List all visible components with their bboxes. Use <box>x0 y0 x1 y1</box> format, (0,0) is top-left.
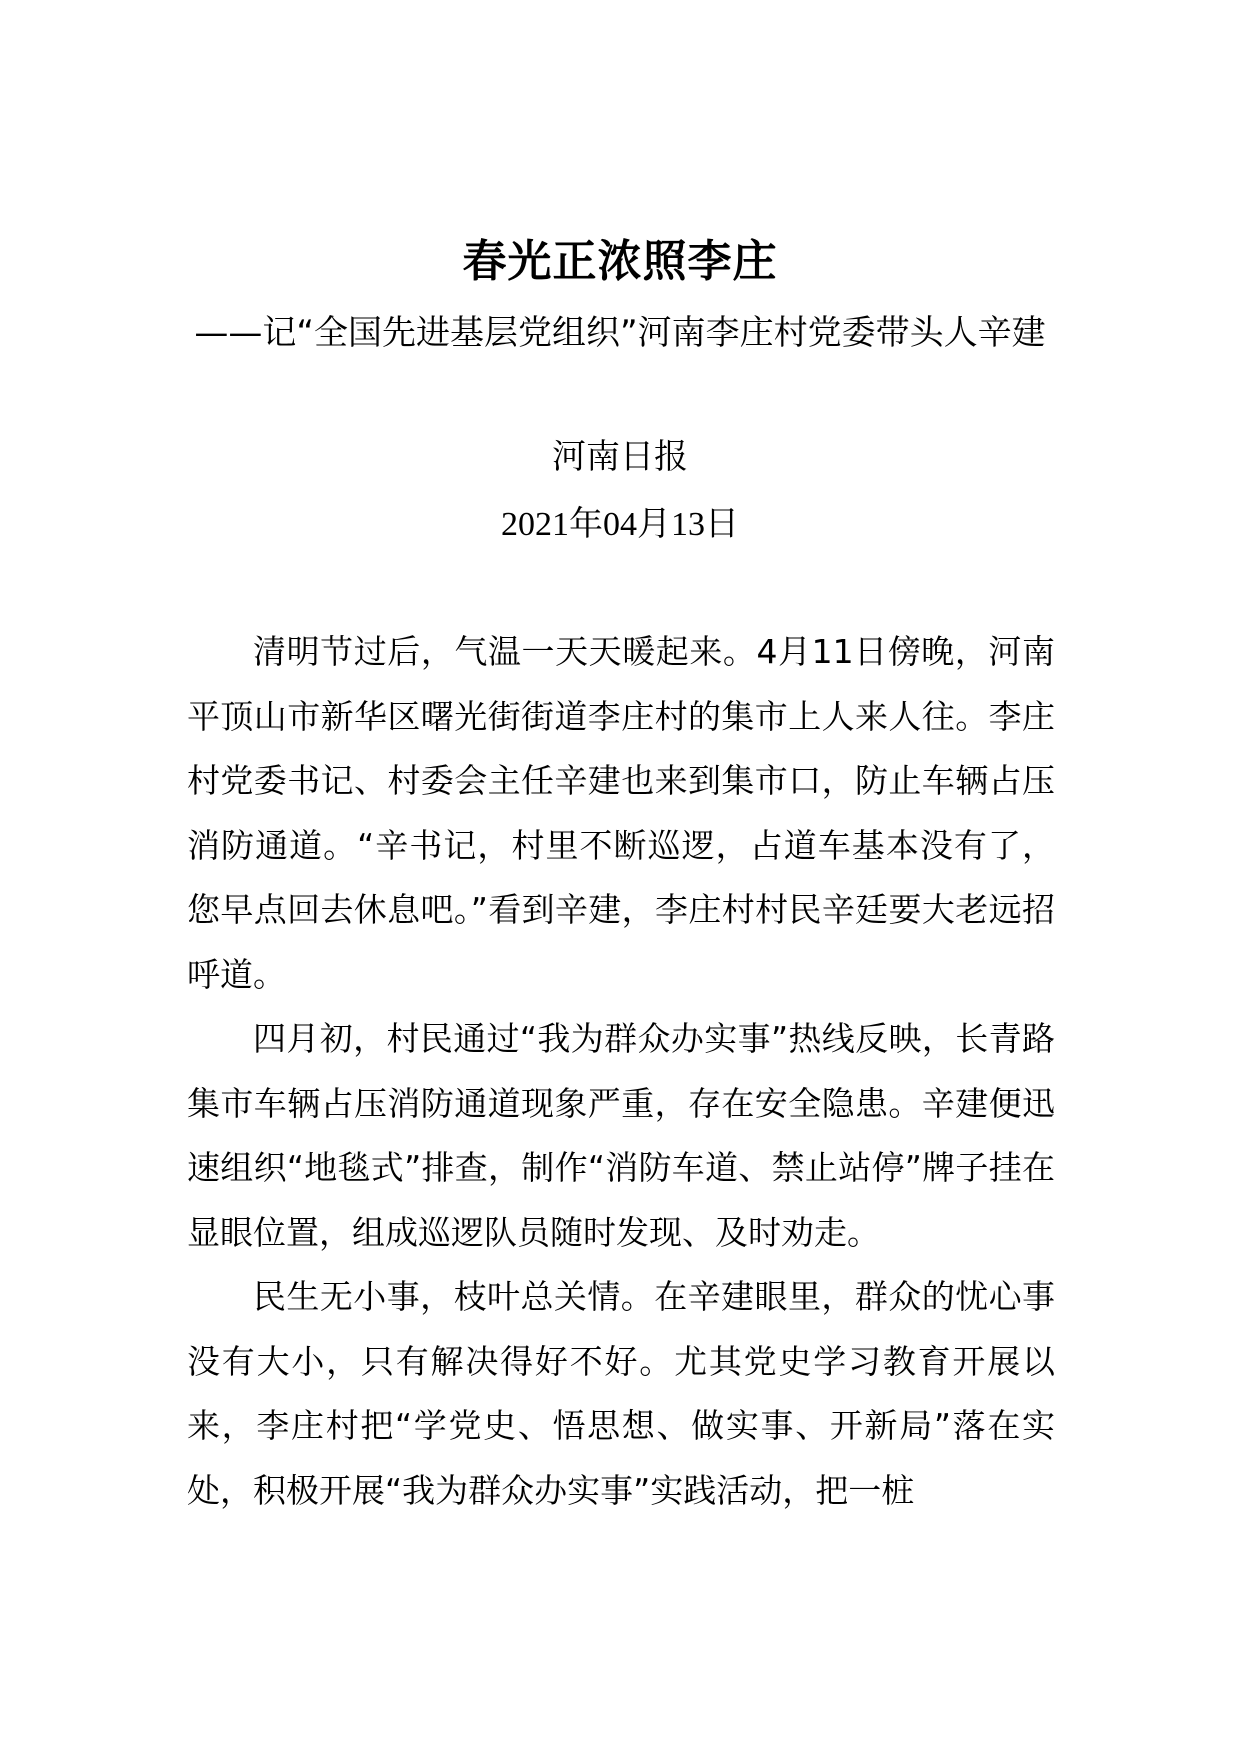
paragraph: 清明节过后，气温一天天暖起来。4月11日傍晚，河南平顶山市新华区曙光街街道李庄村的集市上人来人往。李庄村党委书记、村委会主任辛建也来到集市口，防止车辆占压消防通道。“辛书记，村里不断巡逻，占道车基本没有了，您早点回去休息吧。”看到辛建，李庄村村民辛廷要大老远招呼道。 <box>187 632 1055 994</box>
article-subtitle: ——记“全国先进基层党组织”河南李庄村党委带头人辛建 <box>194 313 1046 353</box>
article-body <box>187 620 1055 1523</box>
article-source: 河南日报 <box>552 437 688 477</box>
paragraph: 四月初，村民通过“我为群众办实事”热线反映，长青路集市车辆占压消防通道现象严重，存在安全隐患。辛建便迅速组织“地毯式”排查，制作“消防车道、禁止站停”牌子挂在显眼位置，组成巡逻队员随时发现、及时劝走。 <box>187 1019 1055 1252</box>
article-title: 春光正浓照李庄 <box>462 236 778 287</box>
article-date: 2021年04月13日 <box>501 506 739 543</box>
paragraph: 民生无小事，枝叶总关情。在辛建眼里，群众的忧心事没有大小，只有解决得好不好。尤其党史学习教育开展以来，李庄村把“学党史、悟思想、做实事、开新局”落在实处，积极开展“我为群众办实事”实践活动，把一桩 <box>187 1277 1055 1510</box>
